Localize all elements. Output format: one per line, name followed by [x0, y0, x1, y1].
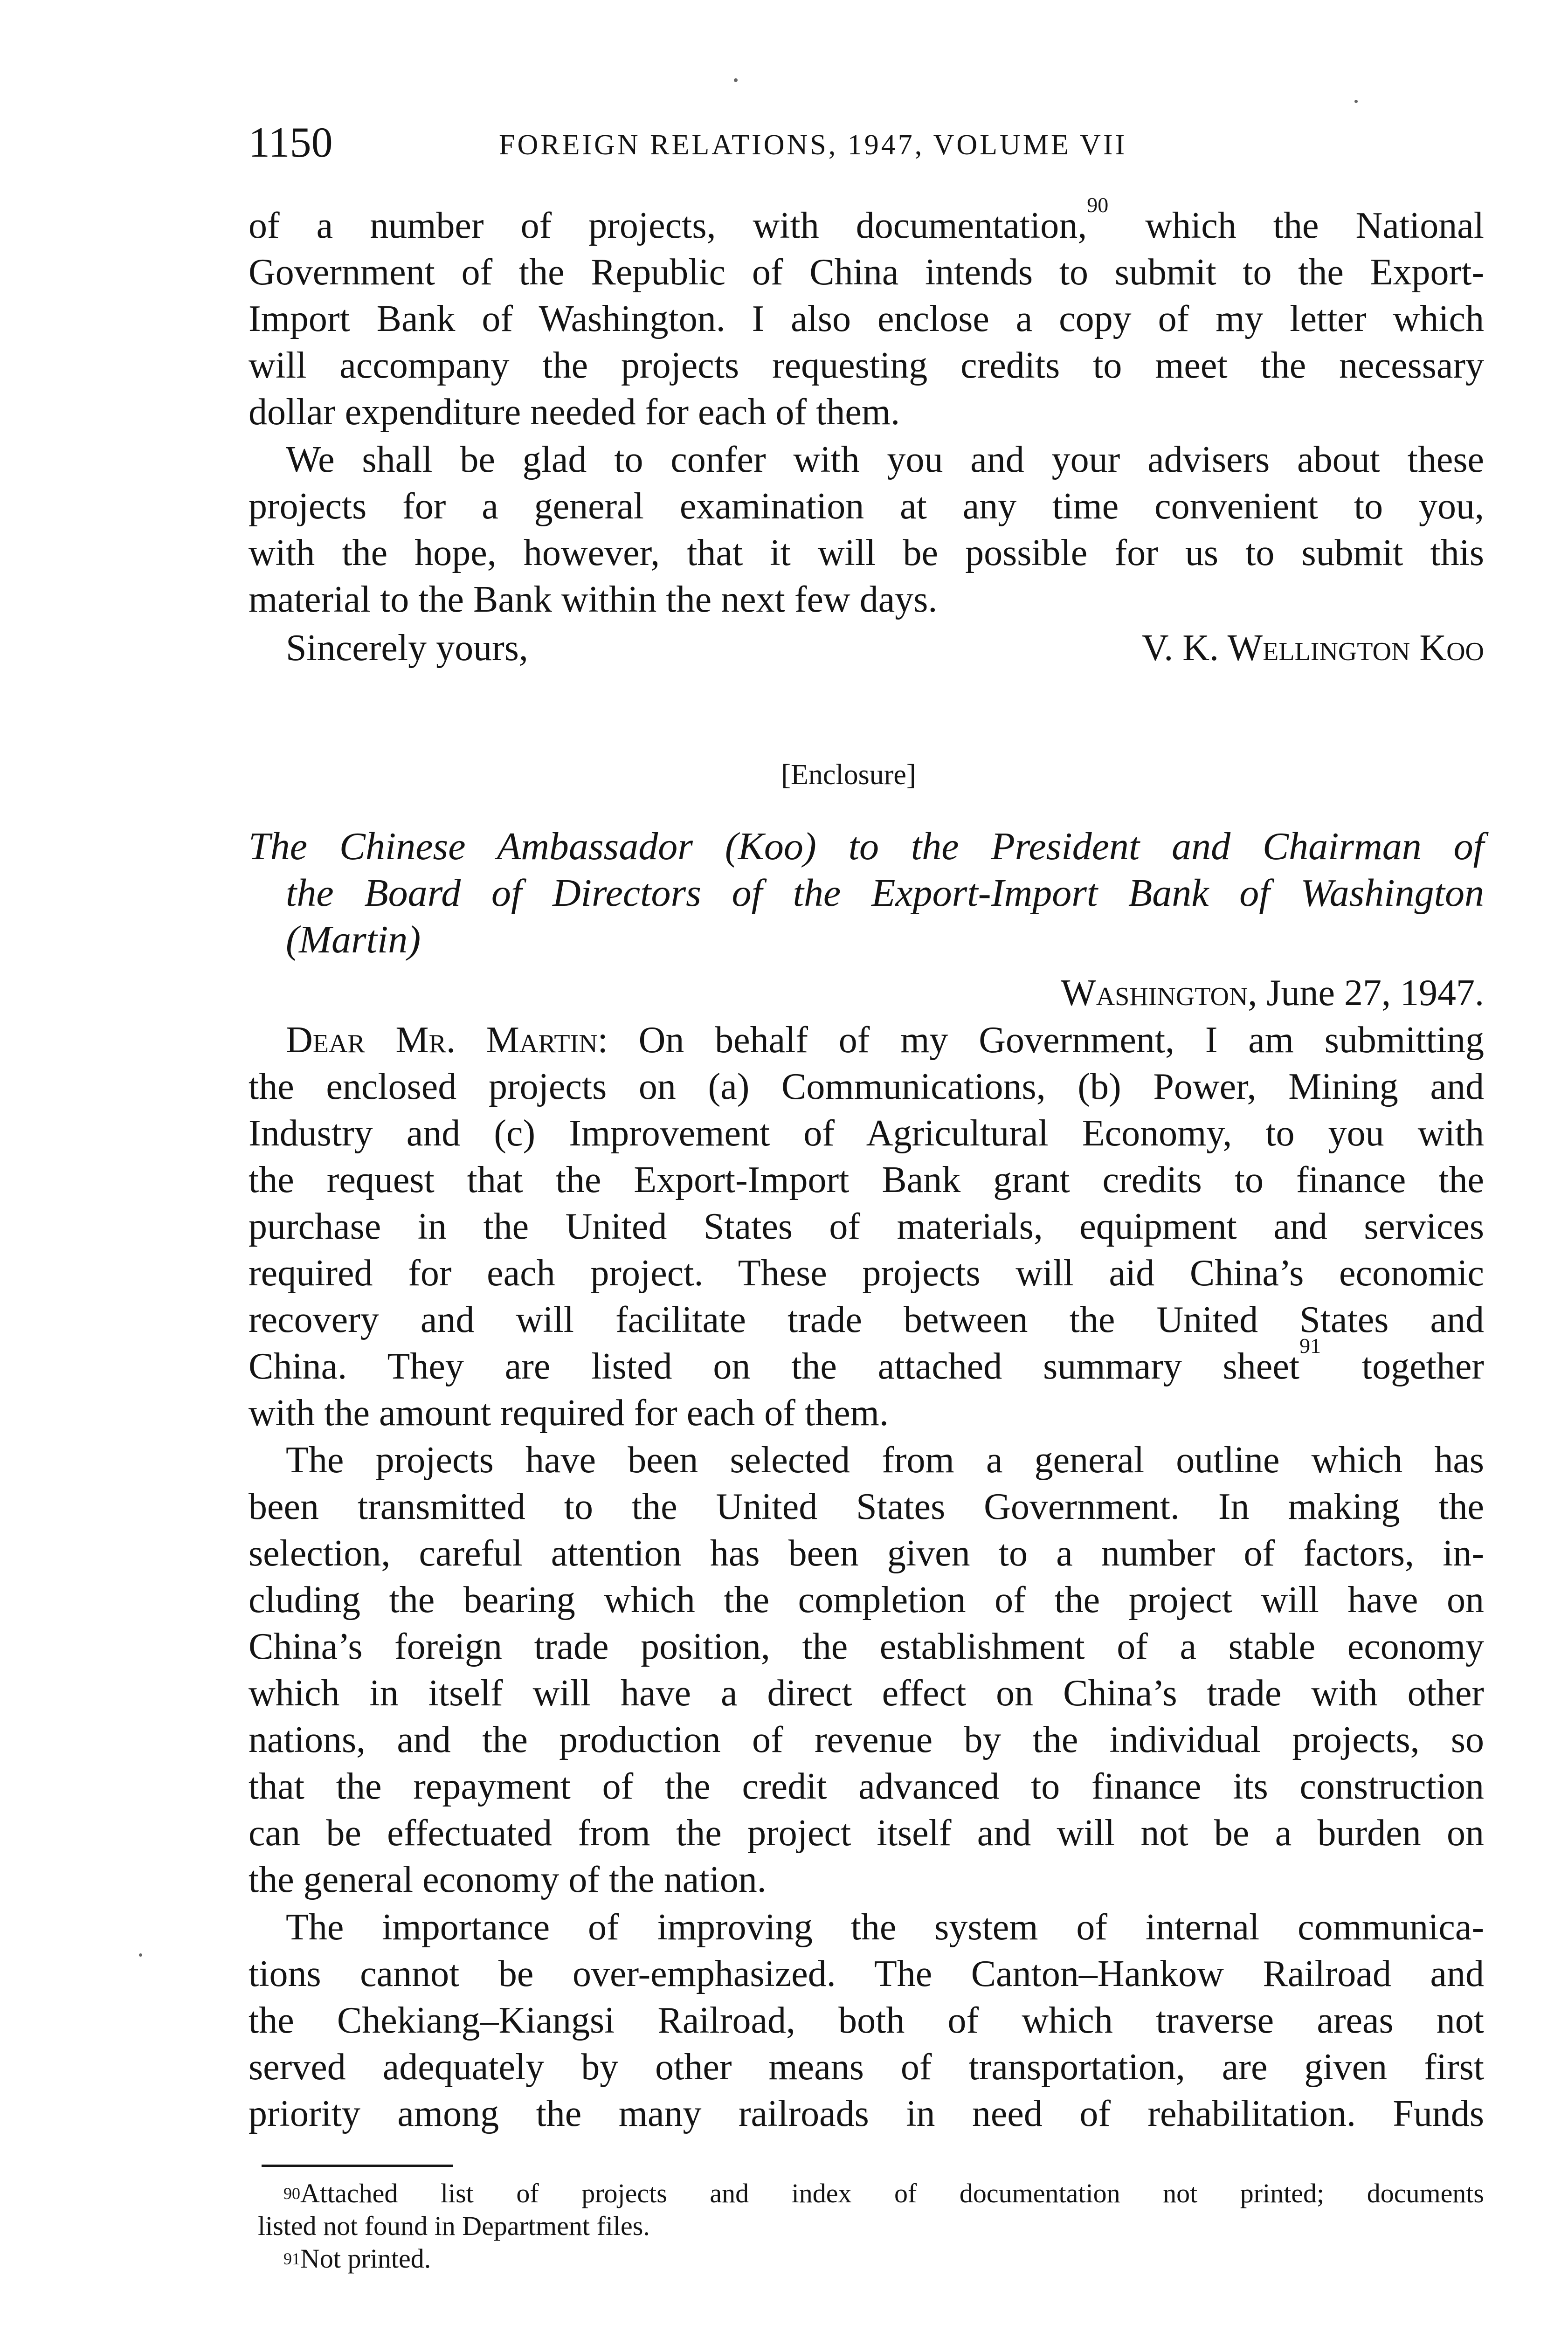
- text-line: required for each project. These projects will aid China’s economic: [249, 1253, 1484, 1294]
- scan-speck: [734, 78, 738, 82]
- text-line: Government of the Republic of China intends to submit to the Export-: [249, 252, 1484, 293]
- doc-title-line: (Martin): [286, 918, 421, 961]
- text-line: the Chekiang–Kiangsi Railroad, both of which traverse areas not: [249, 2000, 1484, 2041]
- enclosure-label: [Enclosure]: [781, 759, 916, 791]
- text-line: selection, careful attention has been given to a number of factors, in-: [249, 1533, 1484, 1574]
- text-line: of a number of projects, with documentation,$^{90}$ which the National: [249, 193, 1485, 246]
- dateline: [933, 970, 1484, 1017]
- text-line: the general economy of the nation.: [249, 1859, 767, 1900]
- footnote-rule: [262, 2165, 453, 2167]
- signature: V. K. Wellington Koo: [1141, 628, 1484, 669]
- text-line: tions cannot be over-emphasized. The Canton–Hankow Railroad and: [249, 1953, 1484, 1994]
- text-line: the enclosed projects on (a) Communications, (b) Power, Mining and: [249, 1066, 1484, 1107]
- text-line: China’s foreign trade position, the establishment of a stable economy: [249, 1626, 1484, 1667]
- footnote-number: 91: [283, 2249, 300, 2268]
- text-line: which in itself will have a direct effect on China’s trade with other: [249, 1673, 1484, 1714]
- text-line: Industry and (c) Improvement of Agricultural Economy, to you with: [249, 1113, 1484, 1154]
- text-line: nations, and the production of revenue by the individual projects, so: [249, 1719, 1484, 1760]
- text-line: will accompany the projects requesting credits to meet the necessary: [249, 345, 1484, 386]
- footnote-ref-91: 91: [1299, 1334, 1321, 1358]
- text-line: the request that the Export-Import Bank grant credits to finance the: [249, 1159, 1484, 1200]
- dateline-place: Washington: [1061, 972, 1248, 1014]
- text-line: The projects have been selected from a general outline which has: [286, 1440, 1484, 1481]
- text-line: priority among the many railroads in need of rehabilitation. Funds: [249, 2093, 1484, 2134]
- salutation: Dear Mr. Martin: [286, 1020, 598, 1061]
- footnote-90-cont: listed not found in Department files.: [258, 2211, 650, 2241]
- page-number: 1150: [249, 118, 333, 166]
- text-line: material to the Bank within the next few days.: [249, 579, 938, 620]
- scan-speck: [1354, 100, 1358, 103]
- text-line: been transmitted to the United States Government. In making the: [249, 1486, 1484, 1527]
- text-line: cluding the bearing which the completion of the project will have on: [249, 1579, 1484, 1621]
- text-line: recovery and will facilitate trade between the United States and: [249, 1299, 1484, 1340]
- text-line: China. They are listed on the attached summary sheet$^{91}$ together: [249, 1334, 1485, 1387]
- text-line: We shall be glad to confer with you and your advisers about these: [286, 439, 1484, 480]
- closing: Sincerely yours,: [286, 628, 528, 669]
- text-line: projects for a general examination at any time convenient to you,: [249, 486, 1484, 527]
- doc-title-line: the Board of Directors of the Export-Import Bank of Washington: [286, 871, 1484, 915]
- text-line: that the repayment of the credit advanced to finance its construction: [249, 1766, 1484, 1807]
- running-head: FOREIGN RELATIONS, 1947, VOLUME VII: [499, 129, 1127, 161]
- text-line: purchase in the United States of materials, equipment and services: [249, 1206, 1484, 1247]
- footnote-90: $^{90}$Attached list of projects and index of documentation not printed; documents: [283, 2178, 1484, 2208]
- footnote-number: 90: [283, 2184, 300, 2203]
- doc-title-line: The Chinese Ambassador (Koo) to the President and Chairman of: [249, 825, 1484, 868]
- text-line: Import Bank of Washington. I also enclose a copy of my letter which: [249, 298, 1484, 339]
- text-line: with the amount required for each of them.: [249, 1393, 889, 1434]
- text-line: Dear Mr. Martin: On behalf of my Government, I am submitting: [286, 1020, 1484, 1061]
- footnote-ref-90: 90: [1087, 193, 1109, 217]
- scan-speck: [139, 1953, 142, 1957]
- text-line: dollar expenditure needed for each of them.: [249, 392, 900, 433]
- footnote-91: $^{91}$Not printed.: [283, 2243, 431, 2274]
- text-line: served adequately by other means of transportation, are given first: [249, 2047, 1484, 2088]
- text-line: can be effectuated from the project itself and will not be a burden on: [249, 1813, 1484, 1854]
- text-line: with the hope, however, that it will be possible for us to submit this: [249, 532, 1484, 573]
- dateline-date: , June 27, 1947.: [1248, 972, 1484, 1014]
- text-line: The importance of improving the system of internal communica-: [286, 1907, 1484, 1948]
